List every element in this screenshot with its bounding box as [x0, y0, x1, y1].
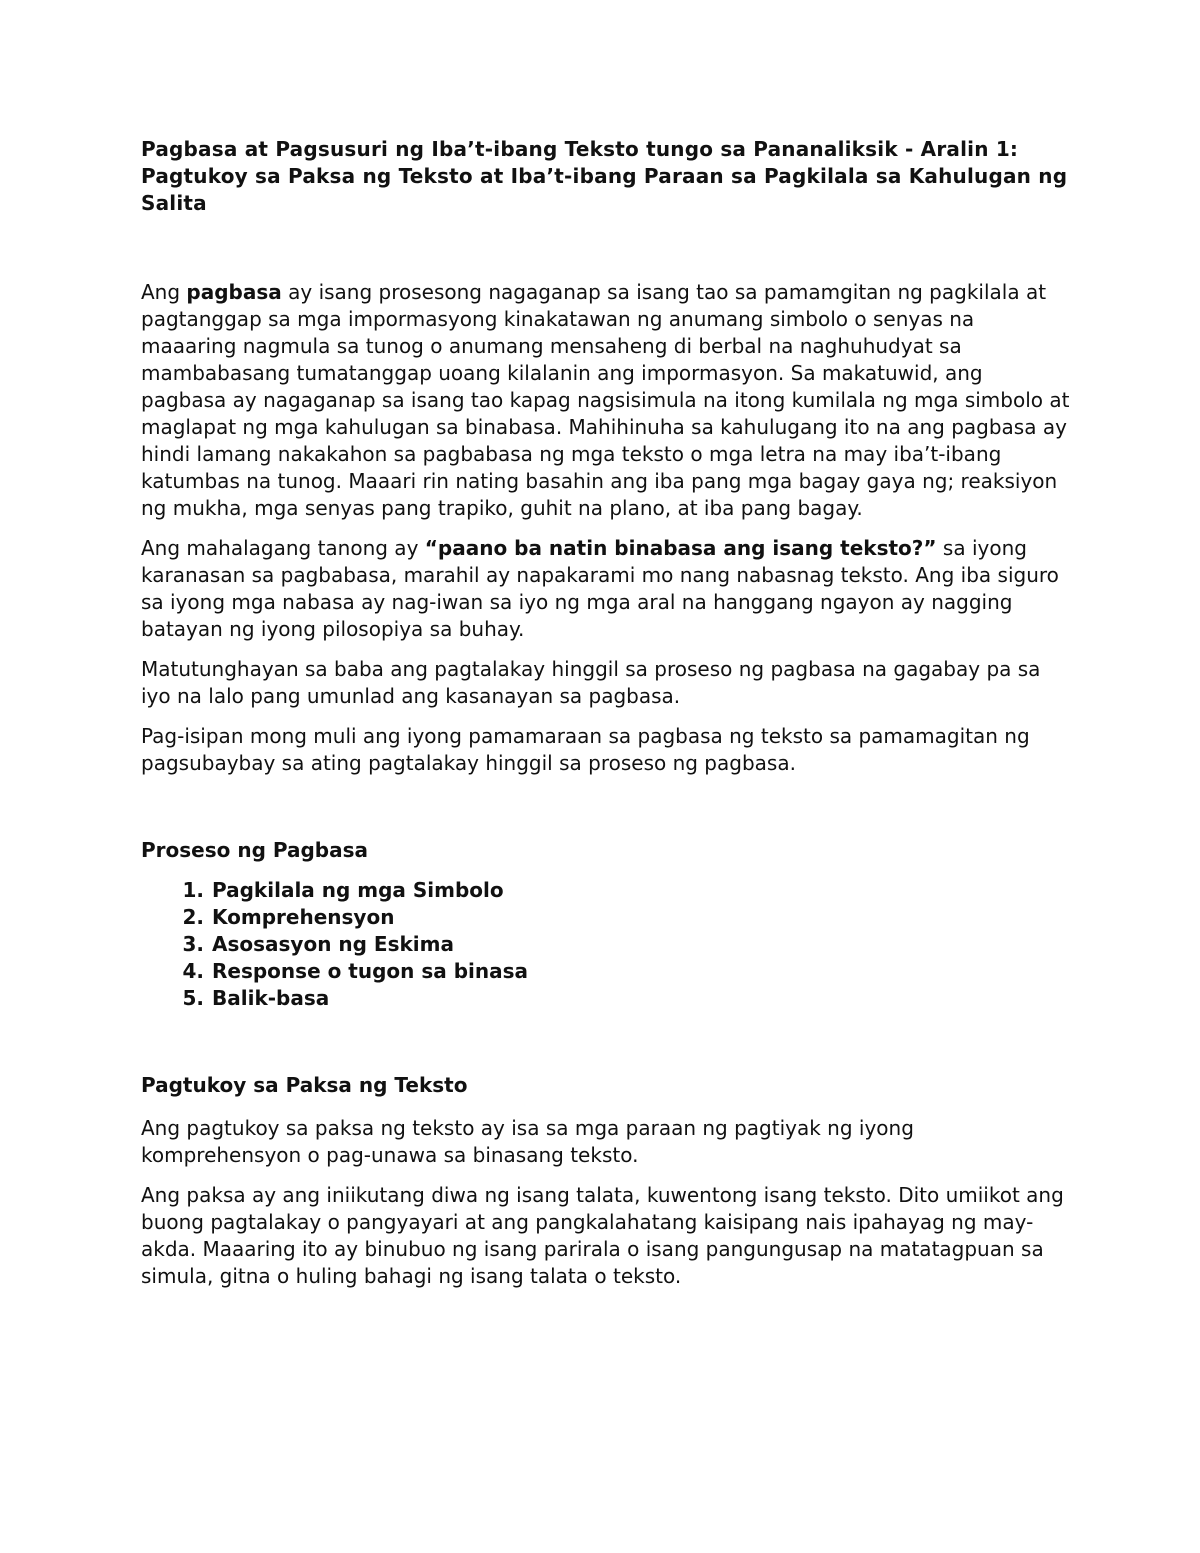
intro-paragraph-1: [141, 279, 1071, 522]
list-item-label: Response o tugon sa binasa: [212, 959, 529, 983]
list-item: [141, 985, 1071, 1012]
intro-p2-body: sa iyong karanasan sa pagbabasa, marahil ay napakarami mo nang nabasnag teksto. Ang iba siguro sa iyong mga nabasa ay nag-iwan sa iyo ng mga aral na hanggang ngayon ay nagging batayan ng iyong pilosopiya sa buhay.: [141, 536, 1059, 641]
list-item: [141, 931, 1071, 958]
intro-paragraph-2: [141, 535, 1071, 643]
document-title: Pagbasa at Pagsusuri ng Iba’t-ibang Teksto tungo sa Pananaliksik - Aralin 1: Pagtukoy sa Paksa ng Teksto at Iba’t-ibang Paraan sa Pagkilala sa Kahulugan ng Salita: [141, 137, 1068, 215]
list-item: [141, 904, 1071, 931]
intro-p1-body: ay isang prosesong nagaganap sa isang tao sa pamamgitan ng pagkilala at pagtanggap sa mga impormasyong kinakatawan ng anumang simbolo o senyas na maaaring nagmula sa tunog o anumang mensaheng di berbal na naghuhudyat sa mambabasang tumatanggap uoang kilalanin ang impormasyon. Sa makatuwid, ang pagbasa ay nagaganap sa isang tao kapag nagsisimula na itong kumilala ng mga simbolo at maglapat ng mga kahulugan sa binabasa. Mahihinuha sa kahulugang ito na ang pagbasa ay hindi lamang nakakahon sa pagbabasa ng mga teksto o mga letra na may iba’t-ibang katumbas na tunog. Maaari rin nating basahin ang iba pang mga bagay gaya ng; reaksiyon ng mukha, mga senyas pang trapiko, guhit na plano, at iba pang bagay.: [141, 280, 1070, 520]
intro-p1-lead: Ang: [141, 280, 187, 304]
intro-p2-question: “paano ba natin binabasa ang isang teksto?”: [424, 536, 937, 560]
document-page: [141, 136, 1071, 1290]
list-item-number: 3.: [182, 932, 204, 956]
list-item-label: Balik-basa: [212, 986, 330, 1010]
list-item-number: 1.: [182, 878, 204, 902]
proseso-list: [141, 877, 1071, 1012]
list-item: [141, 877, 1071, 904]
list-item-number: 4.: [182, 959, 204, 983]
intro-p1-term: pagbasa: [186, 280, 282, 304]
list-item-number: 2.: [182, 905, 204, 929]
list-item-label: Komprehensyon: [212, 905, 395, 929]
intro-paragraph-4: Pag-isipan mong muli ang iyong pamamaraan sa pagbasa ng teksto sa pamamagitan ng pagsubaybay sa ating pagtalakay hinggil sa proseso ng pagbasa.: [141, 724, 1030, 775]
intro-p2-lead: Ang mahalagang tanong ay: [141, 536, 425, 560]
section-heading-proseso: Proseso ng Pagbasa: [141, 838, 369, 862]
pagtukoy-paragraph-1: Ang pagtukoy sa paksa ng teksto ay isa sa mga paraan ng pagtiyak ng iyong komprehensyon o pag-unawa sa binasang teksto.: [141, 1116, 914, 1167]
list-item-label: Asosasyon ng Eskima: [212, 932, 454, 956]
list-item-label: Pagkilala ng mga Simbolo: [212, 878, 504, 902]
list-item-number: 5.: [182, 986, 204, 1010]
list-item: [141, 958, 1071, 985]
intro-paragraph-3: Matutunghayan sa baba ang pagtalakay hinggil sa proseso ng pagbasa na gagabay pa sa iyo na lalo pang umunlad ang kasanayan sa pagbasa.: [141, 657, 1041, 708]
pagtukoy-paragraph-2: Ang paksa ay ang iniikutang diwa ng isang talata, kuwentong isang teksto. Dito umiikot ang buong pagtalakay o pangyayari at ang pangkalahatang kaisipang nais ipahayag ng may-akda. Maaaring ito ay binubuo ng isang parirala o isang pangungusap na matatagpuan sa simula, gitna o huling bahagi ng isang talata o teksto.: [141, 1183, 1064, 1288]
section-heading-pagtukoy: Pagtukoy sa Paksa ng Teksto: [141, 1073, 468, 1097]
